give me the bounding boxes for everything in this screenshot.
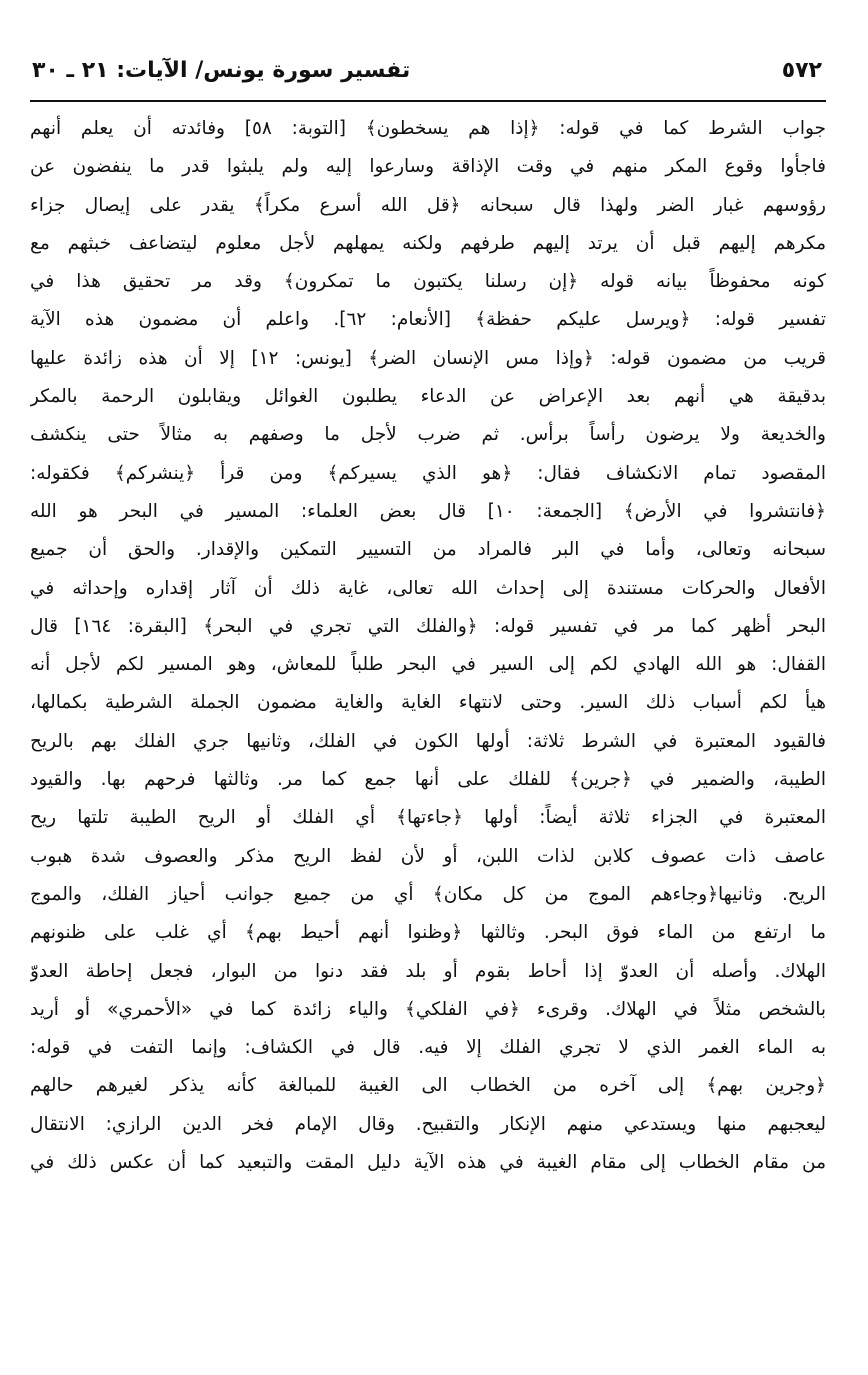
running-title: تفسير سورة يونس/ الآيات: ٢١ ـ ٣٠ — [32, 58, 411, 83]
text-line: مكرهم إليهم قبل أن يرتد إليهم طرفهم ولكنه يمهلهم لأجل معلوم ليتضاعف خبثهم مع — [30, 232, 826, 254]
text-line: ما ارتفع من الماء فوق البحر. وثالثها ﴿وظنوا أنهم أحيط بهم﴾ أي غلب على ظنونهم — [30, 922, 826, 944]
text-line: فالقيود المعتبرة في الشرط ثلاثة: أولها الكون في الفلك، وثانيها جري الفلك بهم بالريح — [30, 730, 826, 752]
text-line: هيأ لكم أسباب ذلك السير. وحتى لانتهاء الغاية والغاية مضمون الجملة الشرطية بكمالها، — [30, 692, 826, 714]
body-text — [30, 110, 826, 1182]
text-line: رؤوسهم غبار الضر ولهذا قال سبحانه ﴿قل الله أسرع مكراً﴾ يقدر على إيصال جزاء — [30, 194, 826, 216]
text-line: ﴿وجرين بهم﴾ إلى آخره من الخطاب الى الغيبة للمبالغة كأنه يذكر لغيرهم حالهم — [30, 1075, 826, 1097]
text-line: ﴿فانتشروا في الأرض﴾ [الجمعة: ١٠] قال بعض العلماء: المسير في البحر هو الله — [30, 500, 826, 522]
text-line: سبحانه وتعالى، وأما في البر فالمراد من التسيير التمكين والإقدار. والحق أن جميع — [30, 539, 826, 561]
text-line: فاجأوا وقوع المكر منهم في وقت الإذاقة وسارعوا إليه ولم يلبثوا قدر ما ينفضون عن — [30, 156, 826, 178]
text-line: الريح. وثانيها﴿وجاءهم الموج من كل مكان﴾ أي من جميع جوانب أحياز الفلك، والموج — [30, 883, 826, 905]
text-line: بدقيقة هي أنهم بعد الإعراض عن الدعاء يطلبون الغوائل ويقابلون الرحمة بالمكر — [30, 386, 826, 408]
text-line: ليعجبهم منها ويستدعي منهم الإنكار والتقبيح. وقال الإمام فخر الدين الرازي: الانتقال — [30, 1113, 826, 1135]
text-line: عاصف ذات عصوف كلابن لذات اللبن، أو لأن لفظ الريح مذكر والعصوف شدة هبوب — [30, 845, 826, 867]
text-line: به الماء الغمر الذي لا تجري الفلك إلا فيه. قال في الكشاف: وإنما التفت في قوله: — [30, 1037, 826, 1059]
text-line: المعتبرة في الجزاء ثلاثة أيضاً: أولها ﴿جاءتها﴾ أي الفلك أو الريح الطيبة تلتها ريح — [30, 807, 826, 829]
text-line: قريب من مضمون قوله: ﴿وإذا مس الإنسان الضر﴾ [يونس: ١٢] إلا أن هذه زائدة عليها — [30, 347, 826, 369]
text-line: الهلاك. وأصله أن العدوّ إذا أحاط بقوم أو بلد فقد دنوا من البوار، فجعل إحاطة العدوّ — [30, 960, 826, 982]
text-line: كونه محفوظاً بيانه قوله ﴿إن رسلنا يكتبون ما تمكرون﴾ وقد مر تحقيق هذا في — [30, 271, 826, 293]
text-line: الأفعال والحركات مستندة إلى إحداث الله تعالى، غاية ذلك أن آثار إقداره وإحداثه في — [30, 577, 826, 599]
text-line: جواب الشرط كما في قوله: ﴿إذا هم يسخطون﴾ [التوبة: ٥٨] وفائدته أن يعلم أنهم — [30, 118, 826, 139]
text-line: بالشخص مثلاً في الهلاك. وقرىء ﴿في الفلكي﴾ والياء زائدة كما في «الأحمري» أو أريد — [30, 998, 826, 1020]
text-line: والخديعة ولا يرضون رأساً برأس. ثم ضرب لأجل ما وصفهم به مثالاً حتى ينكشف — [30, 424, 826, 446]
header-divider — [30, 100, 826, 102]
text-line: القفال: هو الله الهادي لكم إلى السير في البحر طلباً للمعاش، وهو المسير لكم لأجل أنه — [30, 654, 826, 676]
text-line: من مقام الخطاب إلى مقام الغيبة في هذه الآية دليل المقت والتبعيد كما أن عكس ذلك في — [30, 1152, 826, 1174]
page-number: ٥٧٢ — [781, 58, 822, 83]
text-line: الطيبة، والضمير في ﴿جرين﴾ للفلك على أنها جمع كما مر. وثالثها فرحهم بها. والقيود — [30, 769, 826, 791]
text-line: البحر أظهر كما مر في تفسير قوله: ﴿والفلك التي تجري في البحر﴾ [البقرة: ١٦٤] قال — [30, 615, 826, 637]
page-header — [32, 56, 822, 94]
text-line: المقصود تمام الانكشاف فقال: ﴿هو الذي يسيركم﴾ ومن قرأ ﴿ينشركم﴾ فكقوله: — [30, 462, 826, 484]
text-line: تفسير قوله: ﴿ويرسل عليكم حفظة﴾ [الأنعام: ٦٢]. واعلم أن مضمون هذه الآية — [30, 309, 826, 331]
